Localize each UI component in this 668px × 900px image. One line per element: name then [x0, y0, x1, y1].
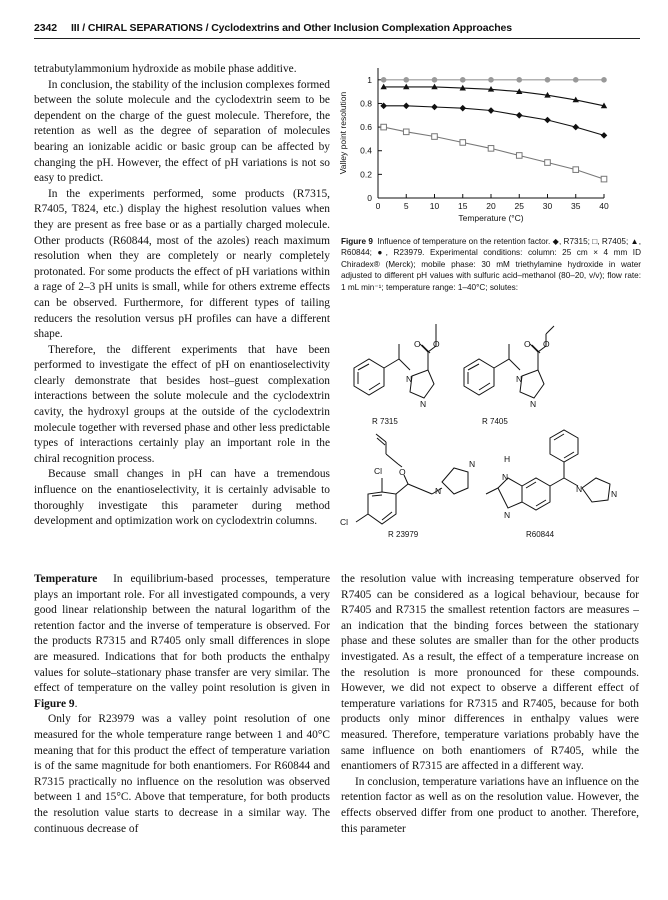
x-tick-label: 5 [403, 201, 409, 211]
data-point-r7405 [601, 176, 607, 182]
lower-left-column [34, 572, 330, 837]
x-tick-label: 10 [429, 201, 440, 211]
running-header [34, 22, 634, 34]
structure-r7405 [464, 326, 554, 426]
atom-label: O [543, 339, 550, 349]
data-point-r7405 [488, 146, 494, 152]
atom-label: O [433, 339, 440, 349]
y-tick-label: 0.2 [360, 169, 372, 180]
paragraph-text: In equilibrium-based processes, temperature plays an important role. For all investigated compounds, a very good linear relationship between the natural logarithm of the retention factor and the inverse of temperature is observed. For the products R7315 and R7405 only small differences in slope are measured. Indications that for both products the enthalpy values for solute–stationary phase transfer are very similar. The effect of temperature on the valley point resolution is given in [34, 573, 331, 695]
x-tick-label: 35 [571, 201, 581, 211]
figure-caption [341, 236, 641, 293]
structure-r7315 [354, 324, 440, 426]
atom-label: Cl [374, 466, 383, 476]
paragraph: Because small changes in pH can have a tremendous influence on the enantioselectivity, it is certainly advisable to thoroughly investigate this parameter during method development and optimization work on cyclodextrin columns. [34, 468, 330, 528]
header-rule [34, 38, 640, 39]
benzo-ring [522, 478, 550, 510]
section-heading: Temperature [34, 573, 98, 585]
figure-reference: Figure 9 [34, 697, 75, 710]
structure-label: R 7315 [372, 417, 398, 426]
x-tick-label: 30 [542, 201, 553, 211]
x-tick-label: 20 [486, 201, 496, 211]
data-point-r7315 [459, 105, 466, 112]
data-point-r7315 [403, 103, 410, 110]
paragraph [34, 572, 330, 712]
paragraph: tetrabutylammonium hydroxide as mobile phase additive. [34, 63, 297, 75]
atom-label: N [406, 374, 413, 384]
atom-label: N [516, 374, 523, 384]
data-point-r7315 [431, 104, 438, 111]
x-tick-label: 40 [599, 201, 609, 211]
imidazole-ring [410, 370, 434, 398]
data-point-r23979 [460, 77, 466, 83]
data-point-r23979 [403, 77, 409, 83]
x-tick-label: 25 [514, 201, 524, 211]
dichlorophenyl-ring [368, 492, 396, 524]
x-tick-label: 0 [375, 201, 381, 211]
phenyl-ring [550, 430, 578, 462]
paragraph: Only for R23979 was a valley point resolution of one measured for the whole temperature range between 1 and 40°C meaning that for this product the effect of temperature variation is of the same magnitude for both enantiomers. For R60844 and R7315 practically no influence on the resolution was observed between 1 and 15°C. Above that temperature, for both products the resolution value starts to decrease in a similar way. The continuous decrease of [34, 713, 330, 835]
data-point-r7405 [573, 167, 579, 173]
y-tick-label: 0.6 [360, 122, 372, 133]
data-point-r23979 [601, 77, 607, 83]
data-point-r7315 [488, 107, 495, 114]
upper-left-column [34, 62, 330, 530]
paragraph: In conclusion, the stability of the inclusion complexes formed between the solute molecule and the cyclodextrin seem to be dependent on the charge of the guest molecule. Therefore, the retention as well as the degree of separation of molecules bearing an ionizable acidic or basic group can be affected by changing the pH. However, the effect of pH variations is not so easy to predict. [34, 78, 330, 185]
atom-label: N [435, 486, 442, 496]
structure-label: R60844 [526, 530, 555, 539]
paragraph-end: . [74, 697, 78, 710]
data-point-r23979 [381, 77, 387, 83]
atom-label: Cl [340, 517, 349, 527]
structure-r23979 [340, 434, 475, 539]
data-point-r7315 [516, 112, 523, 119]
data-point-r7405 [545, 160, 551, 166]
y-tick-label: 1 [367, 74, 372, 85]
atom-label: N [530, 399, 537, 409]
atom-label: N [504, 510, 511, 520]
paragraph: the resolution value with increasing temperature observed for R7405 can be considered as a logical behaviour, because for R7405 and R7315 the smallest retention factors are measures – an indication that the binding forces between the stationary phase and these solutes are smaller than for the other products investigated. As a result, the effect of a temperature increase on the resolution is more pronounced for these compounds. However, we did not expect to observe a different effect of temperature variations for R7315 and R7405, because for both products only minor differences in enthalpy values were measured. Therefore, temperature variations probably have the same influence on both enantiomers of R7405, while the enantiomers of R7315 are affected in a different way. [341, 573, 639, 773]
data-point-r7405 [403, 129, 409, 135]
atom-label: N [420, 399, 427, 409]
atom-label: N [611, 489, 618, 499]
imidazole-ring [582, 478, 610, 502]
data-point-r23979 [488, 77, 494, 83]
data-point-r7405 [432, 134, 438, 140]
imidazole-ring [442, 468, 468, 494]
paragraph: Therefore, the different experiments that have been performed to investigate the effect of pH on enantioselectivity clearly demonstrate that besides host–guest complexation interactions between the solute molecule and the cyclodextrin cavity, the hydroxyl groups at the outside of the cyclodextrin molecule together with reversed phase and other less predictable types of interactions certainly play an important role in the chiral recognition process. [34, 343, 330, 465]
y-tick-label: 0 [367, 193, 372, 203]
page-number: 2342 [34, 22, 57, 34]
caption-text: Influence of temperature on the retention factor. ◆, R7315; □, R7405; ▲, R60844; ●, R23979. Experimental conditions: column: 25 cm × 4 mm ID Chiradex® (Merck); mobile phase: 30 mM triethylamine hydroxide in water adjusted to different pH values with sulfuric acid–methanol (80–20, v/v); flow rate: 1 mL min⁻¹; temperature range: 1–40°C; solutes: [341, 237, 641, 292]
structure-label: R 7405 [482, 417, 508, 426]
data-point-r7405 [516, 153, 522, 159]
series-line-r60844 [384, 87, 604, 106]
data-point-r23979 [573, 77, 579, 83]
caption-label: Figure 9 [341, 237, 373, 246]
paragraph: In the experiments performed, some products (R7315, R7405, T824, etc.) display the highest resolution values when they are present as free base or as a partially charged molecule. Other products (R60844, most of the azoles) reach maximum resolution when they are completely or nearly completely protonated. For some products the effect of pH variations within a rage of 2–3 pH units is small, while for others extreme effects can be observed. Furthermore, for different types of tailing reducers the resolution versus pH profiles can have a different shape. [34, 187, 330, 341]
figure-9-chart [336, 62, 642, 230]
atom-label: H [504, 454, 511, 464]
data-point-r23979 [545, 77, 551, 83]
atom-label: N [502, 472, 509, 482]
atom-label: O [399, 467, 406, 477]
structure-r60844 [486, 430, 617, 539]
atom-label: O [414, 339, 421, 349]
data-point-r7405 [381, 124, 387, 130]
data-point-r23979 [516, 77, 522, 83]
data-point-r7315 [601, 132, 608, 139]
imidazole-ring [520, 370, 544, 398]
y-tick-label: 0.4 [360, 145, 372, 156]
running-title: III / CHIRAL SEPARATIONS / Cyclodextrins and Other Inclusion Complexation Approaches [70, 22, 512, 34]
data-point-r7315 [544, 117, 551, 124]
data-point-r7405 [460, 140, 466, 146]
paragraph: In conclusion, temperature variations have an influence on the retention factor as well as on the resolution value. However, the effects observed differ from one product to another. Therefore, this parameter [341, 775, 639, 835]
imidazole-ring [498, 478, 522, 508]
data-point-r23979 [432, 77, 438, 83]
atom-label: O [524, 339, 531, 349]
x-tick-label: 15 [458, 201, 468, 211]
atom-label: N [469, 459, 476, 469]
data-point-r7315 [572, 124, 579, 131]
x-axis-label: Temperature (°C) [458, 213, 524, 223]
series-line-r7405 [384, 127, 604, 179]
structure-label: R 23979 [388, 530, 419, 539]
atom-label: N [576, 484, 583, 494]
lower-right-column [341, 572, 639, 837]
chemical-structures [336, 322, 642, 544]
y-axis-label: Valley point resolution [338, 91, 348, 175]
y-tick-label: 0.8 [360, 98, 372, 109]
